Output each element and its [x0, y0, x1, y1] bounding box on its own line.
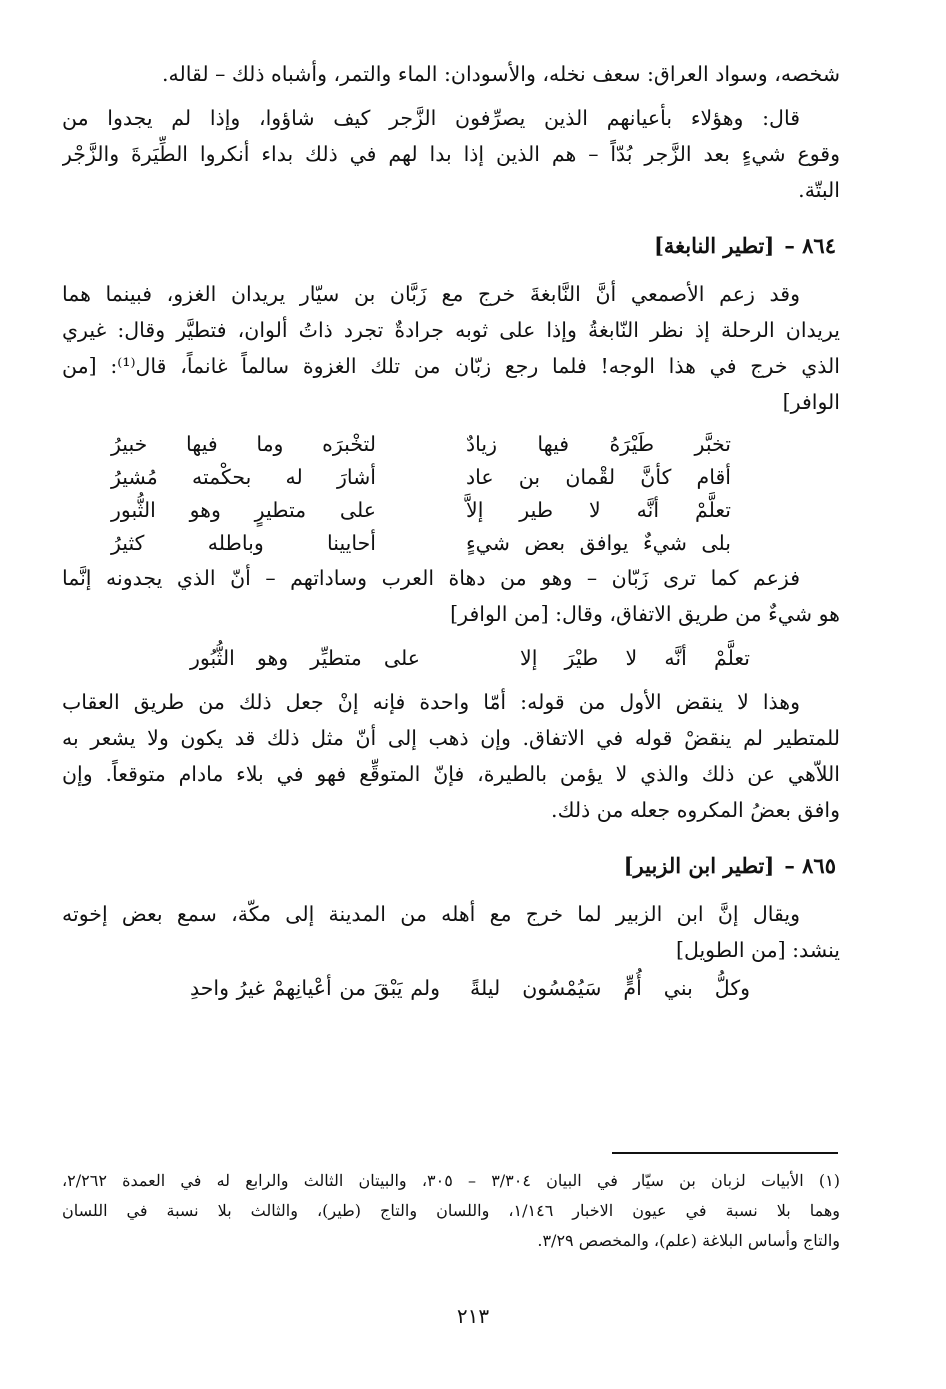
text-line: شخصه، وسواد العراق: سعف نخله، والأسودان: الماء والتمر، وأشباه ذلك – لقاله. — [161, 62, 840, 86]
verse-first-hemistich: أقام كأنَّ لقْمان بن عاد — [466, 465, 731, 489]
section-title: [تطير النابغة] — [653, 233, 775, 258]
page-body — [62, 56, 840, 1014]
text-line: اللاّهي عن ذلك والذي لا يؤمن بالطيرة، فإنّ المتوقِّع فهو في بلاء مادام متوقعاً. وإن — [62, 762, 840, 786]
paragraph-nabigha — [62, 276, 840, 420]
section-heading-864 — [62, 228, 840, 264]
verse-line — [190, 640, 750, 676]
text-line: وافق بعضُ المكروه جعله من ذلك. — [551, 798, 840, 822]
footnote-line: وهما بلا نسبة في عيون الاخبار ١/١٤٦، واللسان والتاج (طير)، والثالث بلا نسبة في اللسان — [62, 1201, 840, 1220]
verse-line — [190, 970, 750, 1006]
verse-line — [111, 428, 731, 461]
verse-second-hemistich: ولم يَبْقَ من أعْيانِهمْ غيرُ واحدِ — [190, 976, 440, 1000]
verse-line — [111, 461, 731, 494]
verse-second-hemistich: أحايينا وباطله كثيرُ — [111, 531, 376, 555]
section-heading-865 — [62, 848, 840, 884]
verse-first-hemistich: تخبَّر طَيْرَهُ فيها زيادٌ — [466, 432, 731, 456]
verse-first-hemistich: بلى شيءٌ يوافق بعض شيءٍ — [466, 531, 731, 555]
footnote-separator — [612, 1152, 838, 1154]
text-line: يريدان الرحلة إذ نظر النّابغةُ وإذا على ثوبه جرادةٌ تجرد ذاتُ ألوان، فتطيَّر وقال: غيري — [62, 318, 840, 342]
verse-second-hemistich: لتخْبرَه وما فيها خبيرُ — [111, 432, 376, 456]
paragraph-zabban — [62, 560, 840, 632]
text-line: وهذا لا ينقض الأول من قوله: أمّا واحدة فإنه إنْ جعل ذلك من طريق العقاب — [62, 690, 800, 714]
page-number: ٢١٣ — [456, 1304, 490, 1328]
single-verse-block — [190, 640, 840, 676]
text-line: الوافر] — [782, 390, 840, 414]
text-line: ينشد: [من الطويل] — [675, 938, 840, 962]
verse-first-hemistich: تعلَّمْ أنَّه لا طيْرَ إلا — [520, 646, 750, 670]
section-number: ٨٦٥ – — [784, 853, 836, 878]
text-line: فزعم كما ترى زَبّان – وهو من دهاة العرب وساداتهم – أنّ الذي يجدونه إنَّما — [62, 566, 800, 590]
paragraph-commentary — [62, 684, 840, 828]
verse-line — [111, 494, 731, 527]
verse-line — [111, 527, 731, 560]
text-line: هو شيءٌ من طريق الاتفاق، وقال: [من الوافر] — [450, 602, 840, 626]
paragraph-zajr — [62, 100, 840, 208]
text-line: للمتطير لم ينقضْ قوله في الاتفاق. وإن ذهب إلى أنّ مثل ذلك قد يكون ولا يشعر به — [62, 726, 840, 750]
text-line: البتّة. — [798, 178, 840, 202]
single-verse-block — [190, 970, 840, 1006]
section-number: ٨٦٤ – — [784, 233, 836, 258]
text-line: وقد زعم الأصمعي أنَّ النَّابغةَ خرج مع زَبَّان بن سيّار يريدان الغزو، فبينما هما — [62, 282, 800, 306]
text-line: قال: وهؤلاء بأعيانهم الذين يصرِّفون الزَّجر كيف شاؤوا، وإذا لم يجدوا من — [62, 106, 800, 130]
footnote-line: والتاج وأساس البلاغة (علم)، والمخصص ٣/٢٩. — [537, 1231, 840, 1250]
paragraph-continuation — [62, 56, 840, 92]
verse-second-hemistich: أشارَ له بحكْمته مُشيرُ — [111, 465, 376, 489]
footnotes — [62, 1166, 840, 1256]
text-line: ويقال إنَّ ابن الزبير لما خرج مع أهله من المدينة إلى مكّة، سمع بعض إخوته — [62, 902, 800, 926]
verse-first-hemistich: تعلَّمْ أنَّه لا طير إلاَّ — [466, 498, 731, 522]
verse-first-hemistich: وكلُّ بني أُمٍّ سَيُمْسُون ليلةً — [470, 976, 750, 1000]
text-line: وقوع شيءٍ بعد الزَّجر بُدّاً – هم الذين إذا بدا لهم في ذلك بداء أنكروا الطِّيَرةَ والزَّجْر — [62, 142, 840, 166]
paragraph-ibn-zubayr — [62, 896, 840, 968]
section-title: [تطير ابن الزبير] — [623, 853, 775, 878]
poem-block — [111, 428, 791, 560]
footnote-line: (١) الأبيات لزبان بن سيّار في البيان ٣/٣٠٤ – ٣٠٥، والبيتان الثالث والرابع له في العمدة ٢/٢٦٢، — [62, 1171, 840, 1190]
text-line: الذي خرج في هذا الوجه! فلما رجع زبّان من تلك الغزوة سالماً غانماً، قال⁽¹⁾: [من — [62, 354, 840, 378]
verse-second-hemistich: على متطيِّر وهو الثُّبُور — [190, 646, 420, 670]
verse-second-hemistich: على متطيرٍ وهو الثُّبور — [111, 498, 376, 522]
